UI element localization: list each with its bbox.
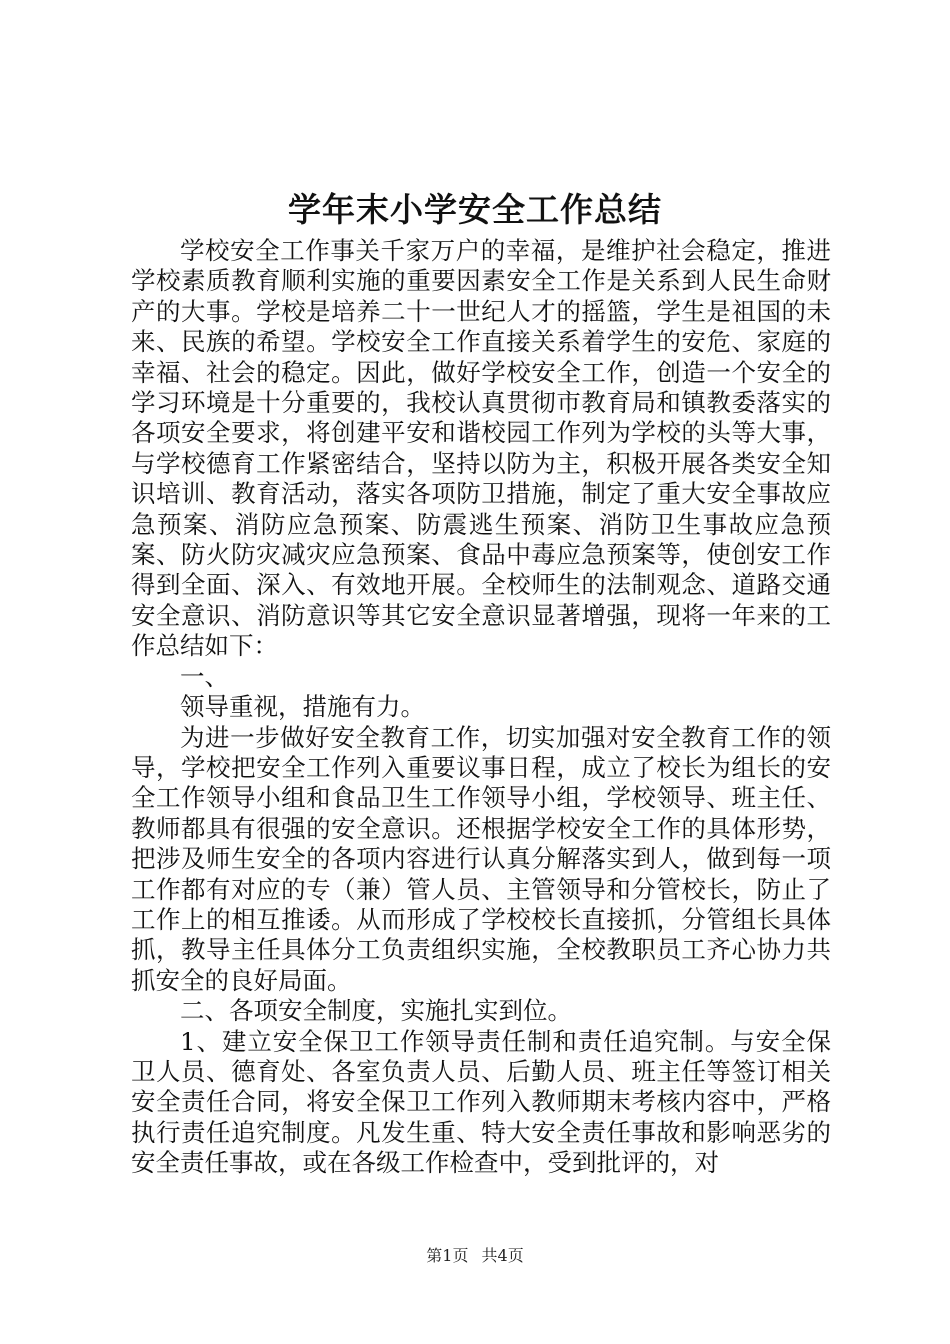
paragraph-section-one-heading: 领导重视，措施有力。 (180, 692, 425, 722)
page-footer (0, 1245, 950, 1267)
paragraph-section-one-number: 一、 (180, 661, 229, 691)
document-title: 学年末小学安全工作总结 (288, 190, 662, 229)
page-number: 第1页 (426, 1246, 469, 1265)
paragraph-intro: 学校安全工作事关千家万户的幸福，是维护社会稳定，推进学校素质教育顺利实施的重要因素安全工作是关系到人民生命财产的大事。学校是培养二十一世纪人才的摇篮，学生是祖国的未来、民族的希望。学校安全工作直接关系着学生的安危、家庭的幸福、社会的稳定。因此，做好学校安全工作，创造一个安全的学习环境是十分重要的，我校认真贯彻市教育局和镇教委落实的各项安全要求，将创建平安和谐校园工作列为学校的头等大事，与学校德育工作紧密结合，坚持以防为主，积极开展各类安全知识培训、教育活动，落实各项防卫措施，制定了重大安全事故应急预案、消防应急预案、防震逃生预案、消防卫生事故应急预案、防火防灾减灾应急预案、食品中毒应急预案等，使创安工作得到全面、深入、有效地开展。全校师生的法制观念、道路交通安全意识、消防意识等其它安全意识显著增强，现将一年来的工作总结如下： (131, 236, 831, 661)
page-total: 共4页 (481, 1246, 524, 1265)
paragraph-section-one-body: 为进一步做好安全教育工作，切实加强对安全教育工作的领导，学校把安全工作列入重要议事日程，成立了校长为组长的安全工作领导小组和食品卫生工作领导小组，学校领导、班主任、教师都具有很强的安全意识。还根据学校安全工作的具体形势，把涉及师生安全的各项内容进行认真分解落实到人，做到每一项工作都有对应的专（兼）管人员、主管领导和分管校长，防止了工作上的相互推诿。从而形成了学校校长直接抓，分管组长具体抓，教导主任具体分工负责组织实施，全校教职员工齐心协力共抓安全的良好局面。 (131, 722, 831, 995)
paragraph-section-two-heading: 二、各项安全制度，实施扎实到位。 (180, 996, 572, 1026)
paragraph-section-two-item-one: 1、建立安全保卫工作领导责任制和责任追究制。与安全保卫人员、德育处、各室负责人员、后勤人员、班主任等签订相关安全责任合同，将安全保卫工作列入教师期末考核内容中，严格执行责任追究制度。凡发生重、特大安全责任事故和影响恶劣的安全责任事故，或在各级工作检查中，受到批评的，对 (131, 1026, 831, 1178)
document-body (131, 236, 831, 1179)
